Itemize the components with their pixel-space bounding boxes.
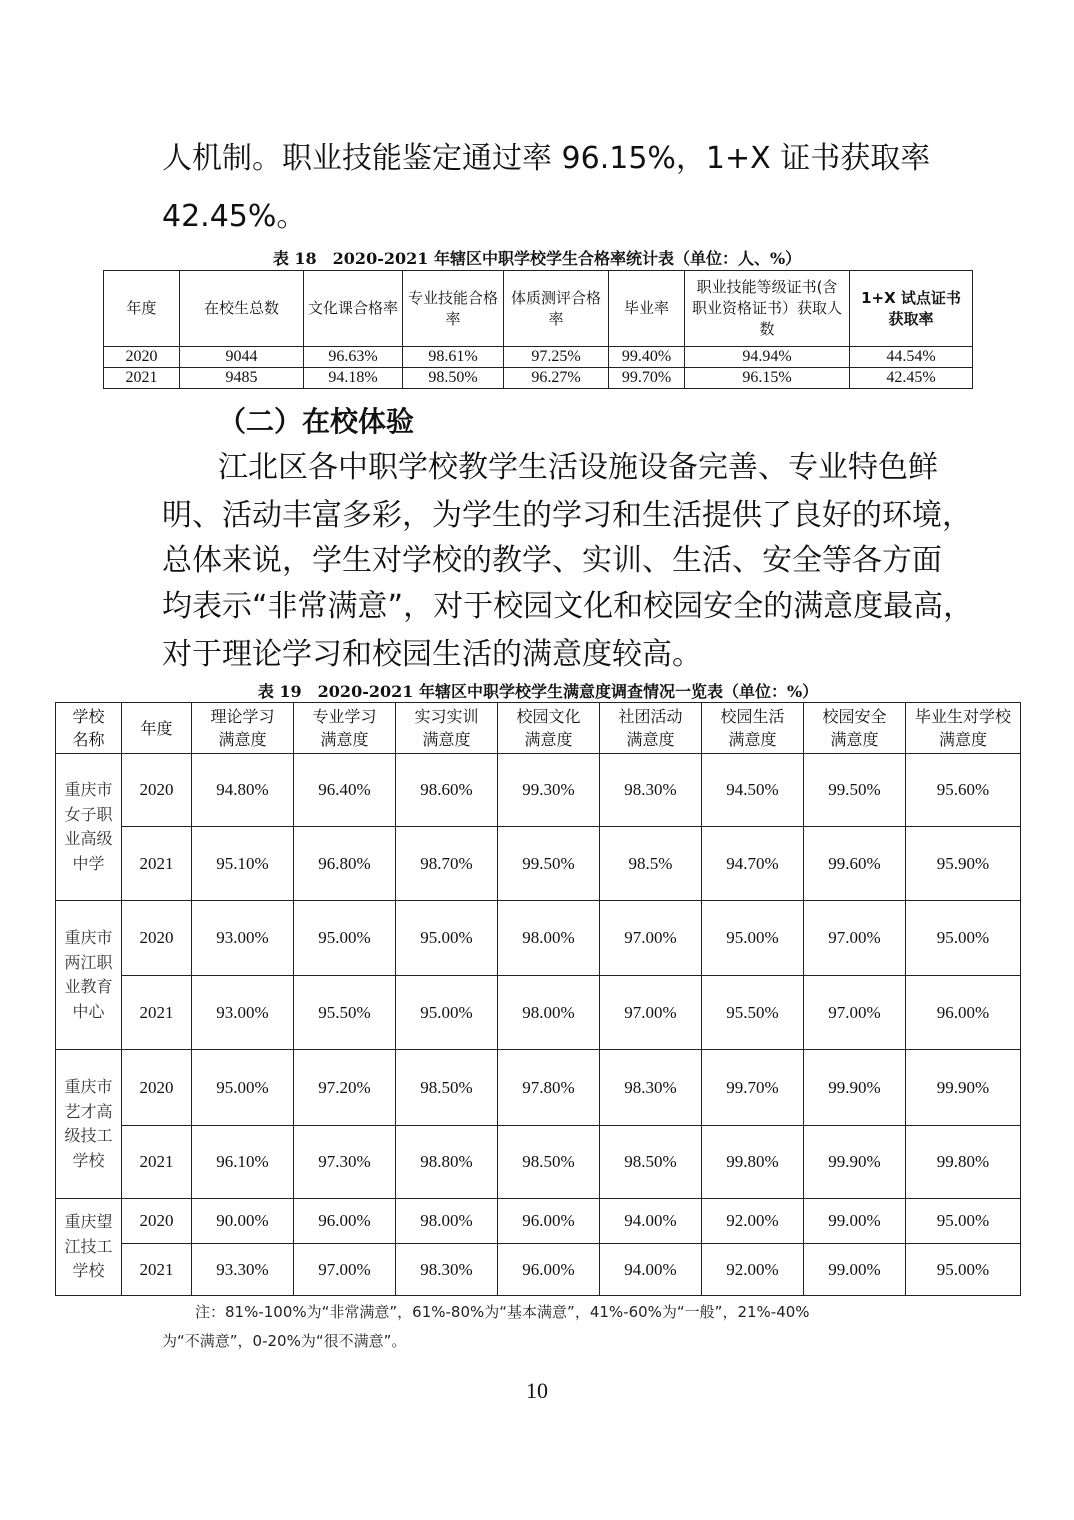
table-cell: 96.00%: [294, 1199, 396, 1244]
table-cell: 98.80%: [396, 1126, 498, 1199]
table18-header: 毕业率: [609, 271, 685, 347]
section-line: 江北区各中职学校教学生活设施设备完善、专业特色鲜: [218, 450, 938, 485]
table-cell: 98.50%: [403, 368, 504, 389]
table-cell: 2020: [122, 754, 192, 827]
school-name-cell: 重庆市两江职业教育中心: [56, 901, 122, 1050]
table-cell: 99.90%: [804, 1050, 906, 1126]
table-cell: 90.00%: [192, 1199, 294, 1244]
table-cell: 95.00%: [906, 901, 1021, 976]
table-cell: 98.50%: [600, 1126, 702, 1199]
school-name-cell: 重庆市女子职业高级中学: [56, 754, 122, 901]
table-cell: 2021: [122, 1244, 192, 1296]
intro-line-1: 人机制。职业技能鉴定通过率 96.15%，1+X 证书获取率: [162, 141, 931, 176]
table-cell: 42.45%: [850, 368, 973, 389]
table-cell: 99.00%: [804, 1199, 906, 1244]
table-cell: 95.00%: [192, 1050, 294, 1126]
table-cell: 95.00%: [906, 1244, 1021, 1296]
table-cell: 99.70%: [609, 368, 685, 389]
table-cell: 95.00%: [396, 901, 498, 976]
table-row: [56, 1050, 1021, 1126]
table-cell: 99.90%: [906, 1050, 1021, 1126]
table19-header-row: [56, 703, 1021, 754]
table-cell: 98.61%: [403, 347, 504, 368]
table-cell: 44.54%: [850, 347, 973, 368]
table-row: [56, 827, 1021, 901]
table-cell: 94.00%: [600, 1199, 702, 1244]
table-cell: 95.50%: [294, 976, 396, 1050]
table-row: [56, 901, 1021, 976]
table18-header: 体质测评合格率: [504, 271, 609, 347]
table-cell: 2021: [104, 368, 180, 389]
table-row: [56, 976, 1021, 1050]
table19-header: 学校名称: [56, 703, 122, 754]
table-cell: 99.80%: [906, 1126, 1021, 1199]
table19-caption: 表 19 2020-2021 年辖区中职学校学生满意度调查情况一览表（单位：%）: [257, 682, 819, 701]
table-cell: 9044: [180, 347, 304, 368]
table-cell: 95.50%: [702, 976, 804, 1050]
table-cell: 98.50%: [396, 1050, 498, 1126]
table-row: [56, 1199, 1021, 1244]
table-cell: 97.30%: [294, 1126, 396, 1199]
table-cell: 2021: [122, 1126, 192, 1199]
section-line: 对于理论学习和校园生活的满意度较高。: [162, 637, 702, 672]
table-cell: 94.80%: [192, 754, 294, 827]
table-cell: 94.18%: [304, 368, 403, 389]
table-row: [104, 347, 973, 368]
table-cell: 99.50%: [498, 827, 600, 901]
table-cell: 96.27%: [504, 368, 609, 389]
table-cell: 96.63%: [304, 347, 403, 368]
table-cell: 98.60%: [396, 754, 498, 827]
section-line: 均表示“非常满意”，对于校园文化和校园安全的满意度最高，: [162, 589, 974, 624]
table-cell: 9485: [180, 368, 304, 389]
table-cell: 99.90%: [804, 1126, 906, 1199]
table18-header: 在校生总数: [180, 271, 304, 347]
table-cell: 99.80%: [702, 1126, 804, 1199]
table-cell: 97.25%: [504, 347, 609, 368]
table-cell: 97.00%: [294, 1244, 396, 1296]
page-number: 10: [526, 1378, 548, 1403]
table-cell: 99.60%: [804, 827, 906, 901]
table19-header: 毕业生对学校满意度: [906, 703, 1021, 754]
table-row: [56, 1126, 1021, 1199]
table-row: [104, 368, 973, 389]
table-cell: 92.00%: [702, 1244, 804, 1296]
table-cell: 95.00%: [906, 1199, 1021, 1244]
table19-header: 年度: [122, 703, 192, 754]
school-name-cell: 重庆市艺才高级技工学校: [56, 1050, 122, 1199]
table18-header: 1+X 试点证书获取率: [850, 271, 973, 347]
table-cell: 2020: [104, 347, 180, 368]
table-cell: 96.00%: [498, 1199, 600, 1244]
table-cell: 98.00%: [498, 976, 600, 1050]
table-cell: 95.60%: [906, 754, 1021, 827]
table-row: [56, 754, 1021, 827]
table-cell: 99.00%: [804, 1244, 906, 1296]
note-line-1: 注：81%-100%为“非常满意”，61%-80%为“基本满意”，41%-60%为“一般”，21%-40%: [195, 1303, 810, 1321]
table-cell: 99.50%: [804, 754, 906, 827]
table-cell: 96.80%: [294, 827, 396, 901]
table-cell: 96.40%: [294, 754, 396, 827]
table-cell: 94.00%: [600, 1244, 702, 1296]
table19-header: 校园生活满意度: [702, 703, 804, 754]
table-cell: 95.00%: [702, 901, 804, 976]
intro-line-2: 42.45%。: [162, 199, 307, 234]
table-cell: 94.50%: [702, 754, 804, 827]
table-cell: 93.00%: [192, 976, 294, 1050]
table-cell: 95.90%: [906, 827, 1021, 901]
table-cell: 95.00%: [294, 901, 396, 976]
table-cell: 98.00%: [498, 901, 600, 976]
table19-header: 校园安全满意度: [804, 703, 906, 754]
table19-header: 社团活动满意度: [600, 703, 702, 754]
table-cell: 95.00%: [396, 976, 498, 1050]
table-cell: 98.30%: [396, 1244, 498, 1296]
section-line: 总体来说，学生对学校的教学、实训、生活、安全等各方面: [162, 543, 942, 578]
table-cell: 98.50%: [498, 1126, 600, 1199]
table-cell: 2020: [122, 1199, 192, 1244]
table-cell: 2021: [122, 976, 192, 1050]
table18-header: 专业技能合格率: [403, 271, 504, 347]
section-line: 明、活动丰富多彩，为学生的学习和生活提供了良好的环境，: [162, 498, 972, 533]
section-heading: （二）在校体验: [218, 405, 415, 438]
table-cell: 98.70%: [396, 827, 498, 901]
table-cell: 98.5%: [600, 827, 702, 901]
table-cell: 96.10%: [192, 1126, 294, 1199]
table-row: [56, 1244, 1021, 1296]
table-cell: 97.00%: [600, 901, 702, 976]
table18-caption: 表 18 2020-2021 年辖区中职学校学生合格率统计表（单位：人、%）: [272, 249, 802, 268]
table-cell: 2020: [122, 1050, 192, 1126]
table-cell: 98.00%: [396, 1199, 498, 1244]
note-line-2: 为“不满意”，0-20%为“很不满意”。: [162, 1332, 407, 1350]
table19-header: 校园文化满意度: [498, 703, 600, 754]
table19-header: 实习实训满意度: [396, 703, 498, 754]
table-cell: 96.00%: [906, 976, 1021, 1050]
table-cell: 93.00%: [192, 901, 294, 976]
table19-header: 专业学习满意度: [294, 703, 396, 754]
table19-header: 理论学习满意度: [192, 703, 294, 754]
table-cell: 97.00%: [804, 901, 906, 976]
table-cell: 99.30%: [498, 754, 600, 827]
table19: [55, 702, 1021, 1296]
table18-header: 职业技能等级证书(含职业资格证书）获取人数: [685, 271, 850, 347]
table-cell: 96.00%: [498, 1244, 600, 1296]
table-cell: 93.30%: [192, 1244, 294, 1296]
table-cell: 95.10%: [192, 827, 294, 901]
table-cell: 97.20%: [294, 1050, 396, 1126]
table-cell: 99.40%: [609, 347, 685, 368]
table-cell: 2020: [122, 901, 192, 976]
table-cell: 97.00%: [600, 976, 702, 1050]
table18-header-row: [104, 271, 973, 347]
table-cell: 98.30%: [600, 754, 702, 827]
table-cell: 99.70%: [702, 1050, 804, 1126]
table18-header: 年度: [104, 271, 180, 347]
table-cell: 97.80%: [498, 1050, 600, 1126]
table-cell: 98.30%: [600, 1050, 702, 1126]
table-cell: 92.00%: [702, 1199, 804, 1244]
table-cell: 94.70%: [702, 827, 804, 901]
table-cell: 96.15%: [685, 368, 850, 389]
table18-header: 文化课合格率: [304, 271, 403, 347]
table18: [103, 270, 973, 389]
school-name-cell: 重庆望江技工学校: [56, 1199, 122, 1296]
table-cell: 2021: [122, 827, 192, 901]
table-cell: 97.00%: [804, 976, 906, 1050]
table-cell: 94.94%: [685, 347, 850, 368]
